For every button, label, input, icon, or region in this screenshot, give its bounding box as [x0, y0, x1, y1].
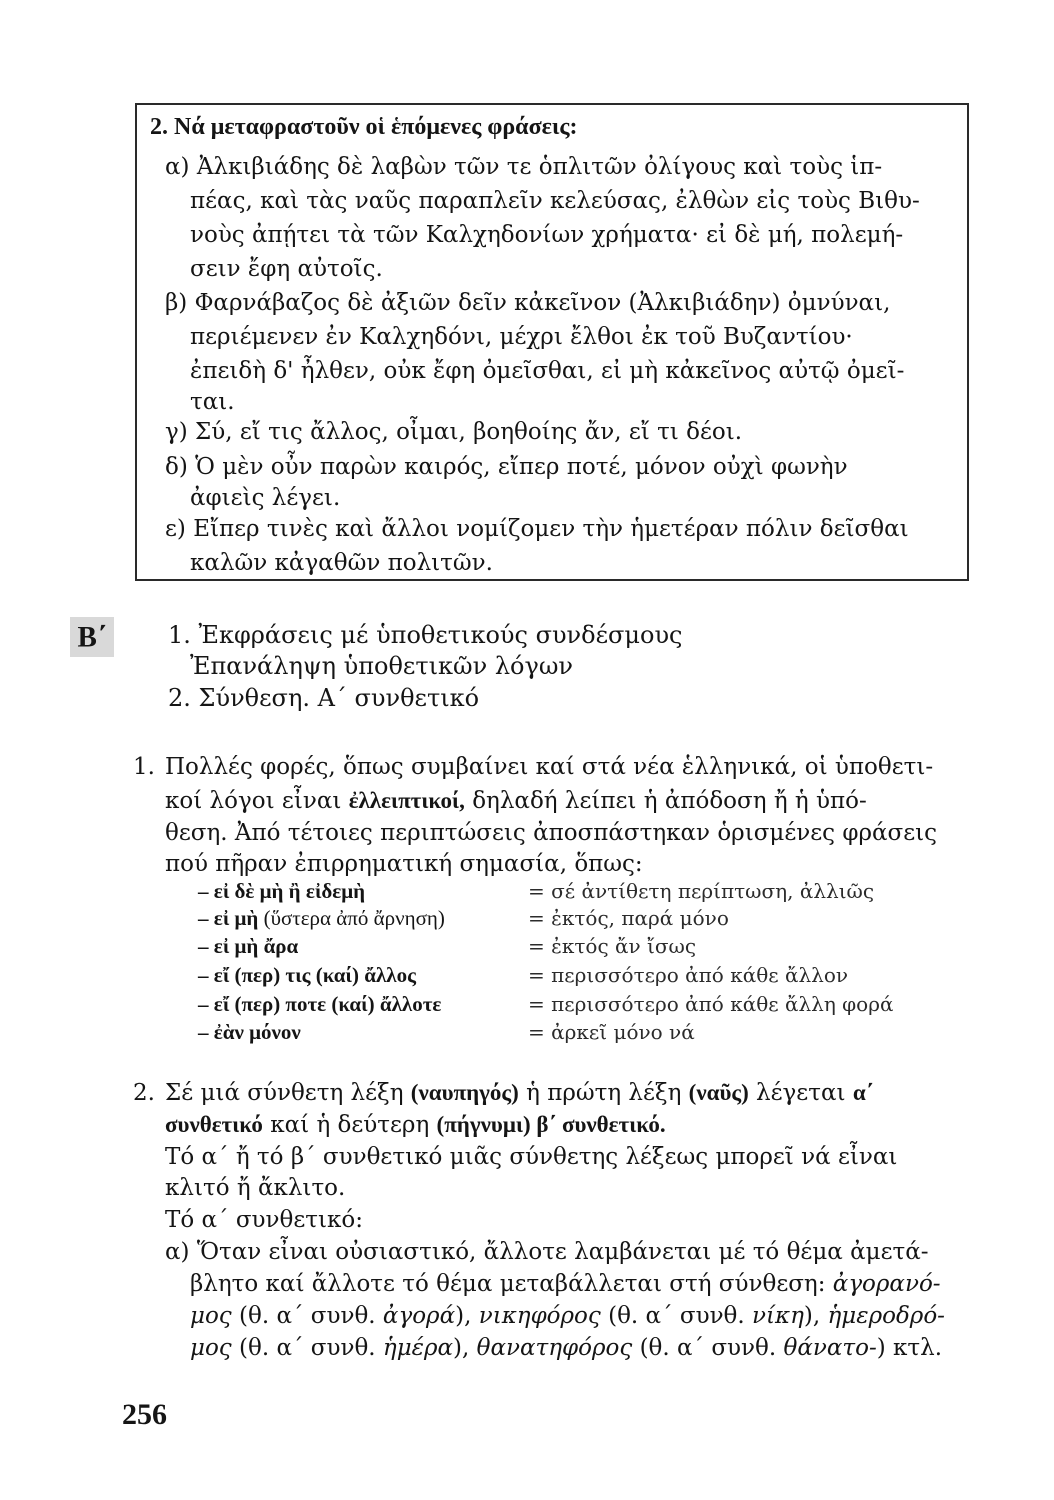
- para2-line: α) Ὅταν εἶναι οὐσιαστικό, ἄλλοτε λαμβάνεται μέ τό θέμα ἀμετά-: [165, 1239, 929, 1265]
- section-badge: Β΄: [70, 617, 114, 657]
- section-heading: 2. Σύνθεση. Α΄ συνθετικό: [168, 684, 480, 712]
- glossary-meaning: = περισσότερο ἀπό κάθε ἄλλον: [528, 963, 849, 987]
- para2-line: μος (θ. α΄ συνθ. ἡμέρα), θανατηφόρος (θ. α΄ συνθ. θάνατο-) κτλ.: [190, 1335, 943, 1361]
- para1-line: πού πῆραν ἐπιρρηματική σημασία, ὅπως:: [165, 851, 643, 877]
- glossary-term: – εἰ μὴ (ὕστερα ἀπό ἄρνηση): [198, 906, 445, 930]
- para1-line: θεση. Ἀπό τέτοιες περιπτώσεις ἀποσπάστηκαν ὁρισμένες φράσεις: [165, 820, 938, 846]
- exercise-line: δ) Ὁ μὲν οὖν παρὼν καιρός, εἴπερ ποτέ, μόνον οὐχὶ φωνὴν: [165, 454, 848, 480]
- exercise-line: καλῶν κἀγαθῶν πολιτῶν.: [190, 550, 493, 576]
- exercise-line: β) Φαρνάβαζος δὲ ἀξιῶν δεῖν κἀκεῖνον (Ἀλκιβιάδην) ὀμνύναι,: [165, 290, 891, 316]
- glossary-meaning: = ἀρκεῖ μόνο νά: [528, 1020, 695, 1044]
- para2-line: μος (θ. α΄ συνθ. ἀγορά), νικηφόρος (θ. α΄ συνθ. νίκη), ἡμεροδρό-: [190, 1303, 945, 1329]
- glossary-meaning: = περισσότερο ἀπό κάθε ἄλλη φορά: [528, 992, 894, 1016]
- para2-line: Σέ μιά σύνθετη λέξη (ναυπηγός) ἡ πρώτη λέξη (ναῦς) λέγεται α΄: [165, 1080, 874, 1106]
- section-heading: 1. Ἐκφράσεις μέ ὑποθετικούς συνδέσμους: [168, 621, 683, 649]
- para2-line: συνθετικό καί ἡ δεύτερη (πήγνυμι) β΄ συνθετικό.: [165, 1112, 666, 1138]
- exercise-line: ται.: [190, 389, 235, 415]
- glossary-term: – εἰ δὲ μὴ ἢ εἰδεμὴ: [198, 879, 366, 903]
- exercise-title: 2. Νά μεταφραστοῦν οἱ ἑπόμενες φράσεις:: [150, 114, 578, 140]
- exercise-line: α) Ἀλκιβιάδης δὲ λαβὼν τῶν τε ὁπλιτῶν ὀλίγους καὶ τοὺς ἱπ-: [165, 154, 883, 180]
- para2-line: Τό α΄ ἤ τό β΄ συνθετικό μιᾶς σύνθετης λέξεως μπορεῖ νά εἶναι: [165, 1144, 898, 1170]
- glossary-meaning: = σέ ἀντίθετη περίπτωση, ἀλλιῶς: [528, 879, 875, 903]
- exercise-line: πέας, καὶ τὰς ναῦς παραπλεῖν κελεύσας, ἐλθὼν εἰς τοὺς Βιθυ-: [190, 188, 920, 214]
- emphasis-term: ἐλλειπτικοί,: [348, 788, 465, 813]
- exercise-line: ἀφιεὶς λέγει.: [190, 485, 341, 511]
- para1-line: κοί λόγοι εἶναι ἐλλειπτικοί, δηλαδή λείπει ἡ ἀπόδοση ἤ ἡ ὑπό-: [165, 788, 867, 814]
- glossary-meaning: = ἐκτός, παρά μόνο: [528, 906, 729, 930]
- glossary-term: – εἰ μὴ ἄρα: [198, 934, 299, 958]
- glossary-term: – εἴ (περ) ποτε (καί) ἄλλοτε: [198, 992, 442, 1016]
- para2-line: Τό α΄ συνθετικό:: [165, 1207, 363, 1233]
- para1-line: Πολλές φορές, ὅπως συμβαίνει καί στά νέα ἑλληνικά, οἱ ὑποθετι-: [165, 754, 934, 780]
- exercise-line: γ) Σύ, εἴ τις ἄλλος, οἶμαι, βοηθοίης ἄν, εἴ τι δέοι.: [165, 419, 743, 445]
- exercise-line: ε) Εἴπερ τινὲς καὶ ἄλλοι νομίζομεν τὴν ἡμετέραν πόλιν δεῖσθαι: [165, 516, 909, 542]
- para2-line: βλητο καί ἄλλοτε τό θέμα μεταβάλλεται στή σύνθεση: ἀγορανό-: [190, 1271, 941, 1297]
- para1-number: 1.: [133, 754, 155, 780]
- glossary-term: – εἴ (περ) τις (καί) ἄλλος: [198, 963, 416, 987]
- exercise-line: περιέμενεν ἐν Καλχηδόνι, μέχρι ἔλθοι ἐκ τοῦ Βυζαντίου·: [190, 324, 853, 350]
- exercise-line: νοὺς ἀπῄτει τὰ τῶν Καλχηδονίων χρήματα· εἰ δὲ μή, πολεμή-: [190, 222, 904, 248]
- exercise-line: σειν ἔφη αὐτοῖς.: [190, 256, 383, 282]
- exercise-line: ἐπειδὴ δ' ἦλθεν, οὐκ ἔφη ὀμεῖσθαι, εἰ μὴ κἀκεῖνος αὐτῷ ὀμεῖ-: [190, 358, 905, 384]
- glossary-term: – ἐὰν μόνον: [198, 1020, 301, 1044]
- section-heading: Ἐπανάληψη ὑποθετικῶν λόγων: [190, 652, 574, 680]
- para2-line: κλιτό ἤ ἄκλιτο.: [165, 1175, 346, 1201]
- page-number: 256: [122, 1398, 167, 1431]
- para2-number: 2.: [133, 1080, 155, 1106]
- glossary-meaning: = ἐκτός ἄν ἴσως: [528, 934, 697, 958]
